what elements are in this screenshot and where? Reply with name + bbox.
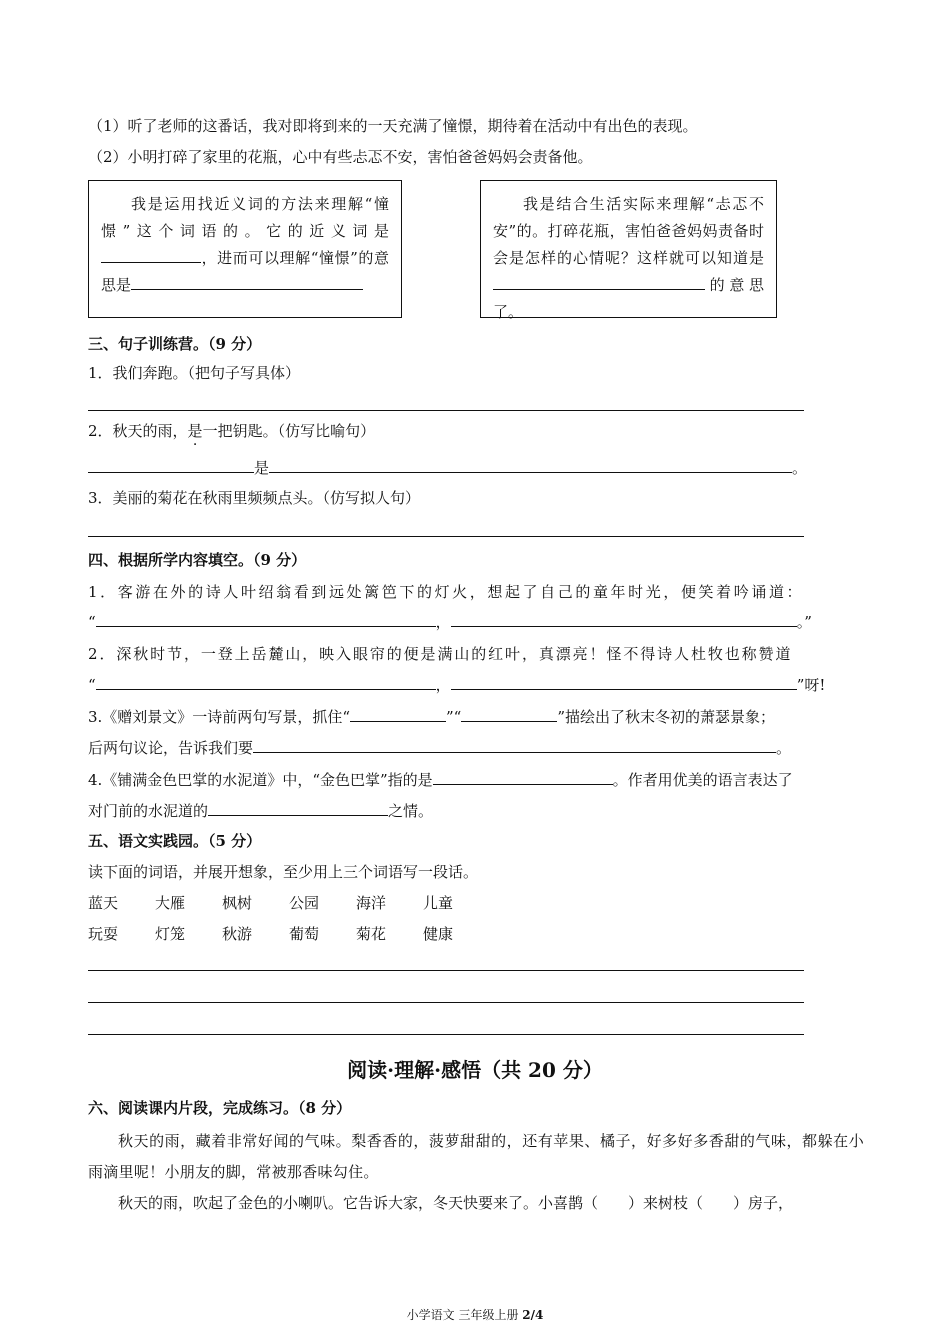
footer-text: 小学语文 三年级上册 <box>406 1308 523 1322</box>
section4-q1-blank-1[interactable] <box>96 610 436 627</box>
section4-q4-fill <box>88 799 433 822</box>
section4-q2-open-quote: “ <box>88 676 96 694</box>
section3-q2-emphasis: 是 <box>187 422 203 440</box>
word-item: 海洋 <box>356 894 387 912</box>
section4-q4-blank-1[interactable] <box>433 768 613 785</box>
section4-q4-text-b: 。作者用优美的语言表达了 <box>612 771 793 789</box>
section4-q2: 2．深秋时节，一登上岳麓山，映入眼帘的便是满山的红叶，真漂亮！怪不得诗人杜牧也称赞道 <box>88 645 793 663</box>
section4-heading: 四、根据所学内容填空。（9 分） <box>88 551 307 569</box>
word-item: 儿童 <box>423 894 454 912</box>
section4-q3-text-d: 后两句议论，告诉我们要 <box>88 739 254 757</box>
section3-q2-text-a: 2．秋天的雨， <box>88 422 188 440</box>
word-item: 秋游 <box>222 925 253 943</box>
word-item: 玩耍 <box>88 925 119 943</box>
q2-sentence-1: （1）听了老师的这番话，我对即将到来的一天充满了憧憬，期待着在活动中有出色的表现。 <box>88 117 698 135</box>
section4-q2-blank-2[interactable] <box>451 673 797 690</box>
box-left-text2: ，进而可以理解“憧憬”的意思是 <box>101 249 389 294</box>
section4-q1-fill <box>88 610 812 633</box>
section4-q1-blank-2[interactable] <box>451 610 797 627</box>
section4-q4 <box>88 768 793 791</box>
section4-q3-text-a: 3.《赠刘景文》一诗前两句写景，抓住“ <box>88 708 350 726</box>
reading-section-title: 阅读·理解·感悟（共 20 分） <box>347 1058 603 1082</box>
section4-q4-text-c: 对门前的水泥道的 <box>88 802 209 820</box>
page-footer <box>0 1306 950 1323</box>
left-explanation-box <box>88 180 402 318</box>
box-left-blank-1[interactable] <box>101 246 201 263</box>
word-item: 公园 <box>289 894 320 912</box>
box-right-text1: 我是结合生活实际来理解“忐忑不安”的。打碎花瓶，害怕爸爸妈妈责备时会是怎样的心情呢？这样就可以知道是 <box>493 195 764 267</box>
box-left-text1: 我是运用找近义词的方法来理解“憧憬”这个词语的。它的近义词是 <box>101 195 389 240</box>
section3-q2-fill-end: 。 <box>792 459 808 477</box>
section3-q2 <box>88 420 375 442</box>
word-item: 大雁 <box>155 894 186 912</box>
word-item: 葡萄 <box>289 925 320 943</box>
section4-q3-text-c: ”描绘出了秋末冬初的萧瑟景象； <box>557 708 775 726</box>
section5-answer-line-2[interactable] <box>88 1002 804 1003</box>
section4-q4-blank-2[interactable] <box>208 799 388 816</box>
section4-q2-comma: ， <box>435 676 451 694</box>
section3-q1-answer-line[interactable] <box>88 410 804 411</box>
box-right-text2: 的意思了。 <box>493 276 764 321</box>
box-right-blank[interactable] <box>493 273 705 290</box>
section4-q3-blank-1[interactable] <box>350 705 446 722</box>
word-item: 枫树 <box>222 894 253 912</box>
section4-q1-close: 。” <box>796 613 812 631</box>
section6-paragraph-1: 秋天的雨，藏着非常好闻的气味。梨香香的，菠萝甜甜的，还有苹果、橘子，好多好多香甜的气味，都躲在小雨滴里呢！小朋友的脚，常被那香味勾住。 <box>88 1132 864 1181</box>
section3-heading: 三、句子训练营。（9 分） <box>88 335 262 353</box>
section4-q3-fill <box>88 736 791 759</box>
section4-q3-period: 。 <box>776 739 792 757</box>
right-explanation-box <box>480 180 777 321</box>
section5-answer-line-1[interactable] <box>88 970 804 971</box>
section4-q3-blank-2[interactable] <box>461 705 557 722</box>
section4-q3 <box>88 705 775 728</box>
section3-q3-answer-line[interactable] <box>88 536 804 537</box>
section3-q2-fill-mid: 是 <box>254 459 270 477</box>
section4-q1-comma: ， <box>435 613 451 631</box>
section3-q2-fill <box>88 456 807 479</box>
word-item: 菊花 <box>356 925 387 943</box>
word-item: 灯笼 <box>155 925 186 943</box>
section4-q4-text-d: 之情。 <box>388 802 434 820</box>
section6-paragraph-2: 秋天的雨，吹起了金色的小喇叭。它告诉大家，冬天快要来了。小喜鹊（ ）来树枝（ ）房子， <box>118 1194 794 1212</box>
section5-instruction: 读下面的词语，并展开想象，至少用上三个词语写一段话。 <box>88 863 479 881</box>
section4-q1: 1．客游在外的诗人叶绍翁看到远处篱笆下的灯火，想起了自己的童年时光，便笑着吟诵道： <box>88 583 805 601</box>
section6-heading: 六、阅读课内片段，完成练习。（8 分） <box>88 1099 352 1117</box>
word-item: 健康 <box>423 925 454 943</box>
section5-heading: 五、语文实践园。（5 分） <box>88 832 262 850</box>
section5-word-row-1 <box>88 892 490 914</box>
section5-word-row-2 <box>88 923 490 945</box>
section5-answer-line-3[interactable] <box>88 1034 804 1035</box>
section4-q1-open-quote: “ <box>88 613 96 631</box>
section4-q4-text-a: 4.《铺满金色巴掌的水泥道》中，“金色巴掌”指的是 <box>88 771 433 789</box>
box-left-blank-2[interactable] <box>131 273 363 290</box>
section3-q2-blank-1[interactable] <box>88 456 254 473</box>
section4-q3-text-b: ”“ <box>445 708 462 726</box>
section4-q2-blank-1[interactable] <box>96 673 436 690</box>
footer-page-number: 2/4 <box>522 1308 544 1322</box>
q2-sentence-2: （2）小明打碎了家里的花瓶，心中有些忐忑不安，害怕爸爸妈妈会责备他。 <box>88 148 593 166</box>
section3-q1: 1．我们奔跑。（把句子写具体） <box>88 364 301 382</box>
section3-q3: 3．美丽的菊花在秋雨里频频点头。（仿写拟人句） <box>88 489 421 507</box>
section4-q2-fill <box>88 673 825 696</box>
section4-q3-blank-3[interactable] <box>253 736 776 753</box>
section4-q2-end: ”呀! <box>796 676 826 694</box>
word-item: 蓝天 <box>88 894 119 912</box>
section3-q2-text-b: 一把钥匙。（仿写比喻句） <box>202 422 376 440</box>
section3-q2-blank-2[interactable] <box>269 456 792 473</box>
